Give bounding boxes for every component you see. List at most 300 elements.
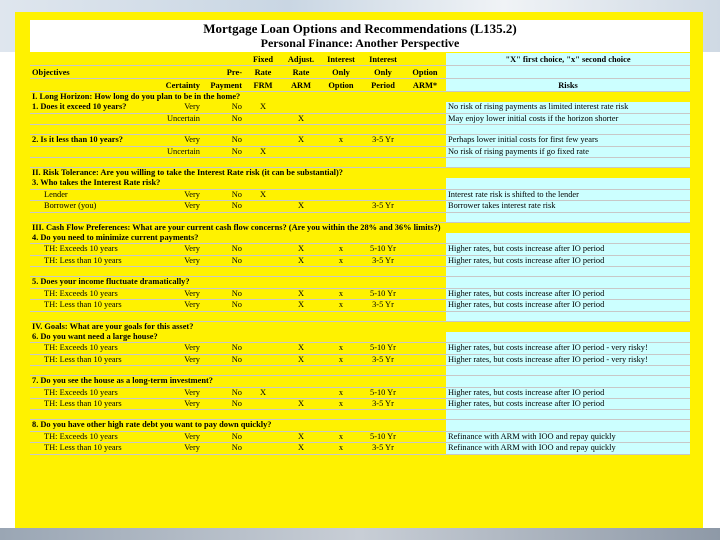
empty-cell: [202, 311, 244, 321]
certainty-cell: Very: [150, 201, 202, 212]
question-row: [30, 332, 690, 343]
pre-payment-cell: No: [202, 146, 244, 157]
empty-cell: [446, 212, 690, 222]
risk-cell: [446, 277, 690, 288]
pre-payment-cell: No: [202, 189, 244, 200]
pre-payment-cell: No: [202, 135, 244, 146]
fixed-rate-cell: [244, 300, 282, 311]
risk-cell: Refinance with ARM with IOO and repay quickly: [446, 431, 690, 442]
objective-cell: 1. Does it exceed 10 years?: [30, 102, 150, 113]
adjustable-rate-cell: X: [282, 255, 320, 266]
header-cell: [30, 53, 150, 66]
empty-cell: [30, 158, 150, 168]
spacer-row: [30, 125, 690, 135]
empty-cell: [320, 410, 362, 420]
empty-cell: [30, 410, 150, 420]
interest-only-period-cell: 5-10 Yr: [362, 244, 404, 255]
table-row: [30, 288, 690, 299]
header-cell: Pre-: [202, 66, 244, 79]
empty-cell: [202, 366, 244, 376]
risk-cell: Higher rates, but costs increase after IO period: [446, 288, 690, 299]
empty-cell: [404, 125, 446, 135]
empty-cell: [202, 125, 244, 135]
objective-cell: Lender: [30, 189, 150, 200]
fixed-rate-cell: [244, 398, 282, 409]
interest-only-period-cell: 3-5 Yr: [362, 135, 404, 146]
header-cell: Payment: [202, 79, 244, 92]
interest-only-option-cell: x: [320, 343, 362, 354]
header-cell: [30, 79, 150, 92]
certainty-cell: Very: [150, 255, 202, 266]
fixed-rate-cell: [244, 233, 282, 244]
fixed-rate-cell: [244, 201, 282, 212]
interest-only-option-cell: x: [320, 255, 362, 266]
empty-cell: [282, 212, 320, 222]
risk-cell: Interest rate risk is shifted to the lender: [446, 189, 690, 200]
interest-only-period-cell: 5-10 Yr: [362, 288, 404, 299]
interest-only-period-cell: [362, 277, 404, 288]
certainty-cell: Very: [150, 398, 202, 409]
risk-cell: [446, 178, 690, 189]
fixed-rate-cell: [244, 443, 282, 454]
pre-payment-cell: No: [202, 102, 244, 113]
empty-cell: [404, 311, 446, 321]
empty-cell: [282, 125, 320, 135]
certainty-cell: Very: [150, 431, 202, 442]
question-row: [30, 420, 690, 431]
option-arm-cell: [404, 102, 446, 113]
table-row: [30, 343, 690, 354]
certainty-cell: Very: [150, 244, 202, 255]
spacer-row: [30, 410, 690, 420]
header-cell: [446, 66, 690, 79]
adjustable-rate-cell: [282, 387, 320, 398]
objective-cell: TH: Exceeds 10 years: [30, 343, 150, 354]
objective-cell: [30, 146, 150, 157]
option-arm-cell: [404, 178, 446, 189]
interest-only-option-cell: [320, 277, 362, 288]
adjustable-rate-cell: X: [282, 354, 320, 365]
option-arm-cell: [404, 387, 446, 398]
interest-only-option-cell: x: [320, 398, 362, 409]
interest-only-option-cell: [320, 420, 362, 431]
slide-background-bottom: [0, 528, 720, 540]
risk-cell: Higher rates, but costs increase after IO period: [446, 300, 690, 311]
fixed-rate-cell: [244, 288, 282, 299]
question-row: [30, 376, 690, 387]
empty-cell: [404, 158, 446, 168]
adjustable-rate-cell: X: [282, 135, 320, 146]
empty-cell: [244, 212, 282, 222]
objective-cell: 3. Who takes the Interest Rate risk?: [32, 178, 161, 188]
interest-only-period-cell: 5-10 Yr: [362, 343, 404, 354]
header-cell: [404, 53, 446, 66]
empty-cell: [404, 267, 446, 277]
risk-cell: Higher rates, but costs increase after IO period: [446, 387, 690, 398]
adjustable-rate-cell: X: [282, 398, 320, 409]
header-row-2: [30, 66, 690, 79]
empty-cell: [150, 410, 202, 420]
header-cell: ARM*: [404, 79, 446, 92]
objective-cell: Borrower (you): [30, 201, 150, 212]
objective-cell: 4. Do you need to minimize current payments?: [32, 233, 199, 243]
empty-cell: [446, 366, 690, 376]
fixed-rate-cell: [244, 135, 282, 146]
risk-cell: No risk of rising payments if go fixed rate: [446, 146, 690, 157]
certainty-cell: Very: [150, 102, 202, 113]
adjustable-rate-cell: [282, 102, 320, 113]
header-cell: [202, 53, 244, 66]
section-heading: II. Risk Tolerance: Are you willing to take the Interest Rate risk (it can be substantial)?: [30, 168, 690, 179]
header-cell: Interest: [362, 53, 404, 66]
empty-cell: [150, 125, 202, 135]
risk-cell: Higher rates, but costs increase after IO period: [446, 255, 690, 266]
fixed-rate-cell: X: [244, 146, 282, 157]
empty-cell: [282, 410, 320, 420]
header-cell: Option: [320, 79, 362, 92]
pre-payment-cell: No: [202, 113, 244, 124]
option-arm-cell: [404, 244, 446, 255]
empty-cell: [202, 158, 244, 168]
header-cell: Rate: [282, 66, 320, 79]
table-row: [30, 244, 690, 255]
option-arm-cell: [404, 233, 446, 244]
fixed-rate-cell: [244, 178, 282, 189]
spacer-row: [30, 311, 690, 321]
empty-cell: [320, 125, 362, 135]
adjustable-rate-cell: [282, 178, 320, 189]
risk-cell: Higher rates, but costs increase after IO period: [446, 244, 690, 255]
section-heading: III. Cash Flow Preferences: What are your current cash flow concerns? (Are you within the 28% and 36% limits?): [30, 222, 690, 233]
pre-payment-cell: No: [202, 201, 244, 212]
table-row: [30, 387, 690, 398]
certainty-cell: Uncertain: [150, 113, 202, 124]
spacer-row: [30, 267, 690, 277]
empty-cell: [320, 158, 362, 168]
table-row: [30, 354, 690, 365]
header-cell: FRM: [244, 79, 282, 92]
risk-cell: [446, 376, 690, 387]
interest-only-period-cell: 5-10 Yr: [362, 431, 404, 442]
adjustable-rate-cell: X: [282, 244, 320, 255]
pre-payment-cell: No: [202, 398, 244, 409]
adjustable-rate-cell: [282, 332, 320, 343]
risk-cell: Higher rates, but costs increase after IO period - very risky!: [446, 343, 690, 354]
empty-cell: [446, 125, 690, 135]
empty-cell: [150, 311, 202, 321]
adjustable-rate-cell: [282, 277, 320, 288]
interest-only-option-cell: [320, 233, 362, 244]
pre-payment-cell: No: [202, 300, 244, 311]
pre-payment-cell: [202, 332, 244, 343]
risk-cell: Perhaps lower initial costs for first few years: [446, 135, 690, 146]
empty-cell: [320, 267, 362, 277]
pre-payment-cell: No: [202, 431, 244, 442]
fixed-rate-cell: [244, 277, 282, 288]
certainty-cell: Uncertain: [150, 146, 202, 157]
certainty-cell: Very: [150, 443, 202, 454]
option-arm-cell: [404, 398, 446, 409]
section-row: [30, 222, 690, 233]
interest-only-period-cell: 3-5 Yr: [362, 255, 404, 266]
table-row: [30, 189, 690, 200]
interest-only-option-cell: [320, 189, 362, 200]
pre-payment-cell: [202, 233, 244, 244]
pre-payment-cell: No: [202, 244, 244, 255]
interest-only-option-cell: x: [320, 354, 362, 365]
objective-cell: TH: Exceeds 10 years: [30, 431, 150, 442]
interest-only-period-cell: [362, 233, 404, 244]
empty-cell: [282, 267, 320, 277]
header-cell: Rate: [244, 66, 282, 79]
empty-cell: [244, 125, 282, 135]
interest-only-period-cell: 3-5 Yr: [362, 398, 404, 409]
header-cell: Option: [404, 66, 446, 79]
fixed-rate-cell: [244, 431, 282, 442]
option-arm-cell: [404, 420, 446, 431]
fixed-rate-cell: X: [244, 189, 282, 200]
empty-cell: [362, 158, 404, 168]
interest-only-period-cell: [362, 178, 404, 189]
interest-only-option-cell: [320, 146, 362, 157]
option-arm-cell: [404, 443, 446, 454]
interest-only-period-cell: [362, 332, 404, 343]
title-box: [30, 20, 690, 52]
adjustable-rate-cell: [282, 376, 320, 387]
interest-only-option-cell: x: [320, 288, 362, 299]
header-cell: Objectives: [30, 66, 150, 79]
page-subtitle: Personal Finance: Another Perspective: [260, 36, 460, 50]
adjustable-rate-cell: [282, 146, 320, 157]
adjustable-rate-cell: X: [282, 443, 320, 454]
option-arm-cell: [404, 376, 446, 387]
table-row: [30, 398, 690, 409]
question-row: [30, 277, 690, 288]
empty-cell: [30, 311, 150, 321]
empty-cell: [150, 212, 202, 222]
interest-only-option-cell: [320, 178, 362, 189]
interest-only-option-cell: [320, 201, 362, 212]
interest-only-period-cell: [362, 102, 404, 113]
empty-cell: [150, 158, 202, 168]
spreadsheet: [30, 20, 690, 525]
interest-only-period-cell: 3-5 Yr: [362, 354, 404, 365]
empty-cell: [446, 267, 690, 277]
empty-cell: [244, 366, 282, 376]
pre-payment-cell: No: [202, 288, 244, 299]
interest-only-period-cell: 3-5 Yr: [362, 443, 404, 454]
choice-legend: "X" first choice, "x" second choice: [446, 53, 690, 66]
empty-cell: [446, 410, 690, 420]
interest-only-option-cell: [320, 113, 362, 124]
interest-only-period-cell: [362, 420, 404, 431]
section-heading: I. Long Horizon: How long do you plan to be in the home?: [30, 92, 690, 103]
risk-cell: Borrower takes interest rate risk: [446, 201, 690, 212]
pre-payment-cell: No: [202, 387, 244, 398]
section-heading: IV. Goals: What are your goals for this asset?: [30, 321, 690, 332]
table-row: [30, 113, 690, 124]
risk-cell: [446, 233, 690, 244]
question-row: [30, 178, 690, 189]
section-row: [30, 92, 690, 103]
adjustable-rate-cell: X: [282, 300, 320, 311]
adjustable-rate-cell: [282, 189, 320, 200]
empty-cell: [404, 366, 446, 376]
certainty-cell: [150, 332, 202, 343]
objective-cell: 6. Do you want need a large house?: [32, 331, 158, 341]
risk-cell: May enjoy lower initial costs if the horizon shorter: [446, 113, 690, 124]
empty-cell: [362, 311, 404, 321]
fixed-rate-cell: [244, 255, 282, 266]
empty-cell: [244, 267, 282, 277]
empty-cell: [320, 212, 362, 222]
objective-cell: 5. Does your income fluctuate dramatically?: [32, 277, 190, 287]
objective-cell: TH: Less than 10 years: [30, 354, 150, 365]
empty-cell: [362, 212, 404, 222]
pre-payment-cell: No: [202, 343, 244, 354]
pre-payment-cell: [202, 277, 244, 288]
empty-cell: [244, 311, 282, 321]
empty-cell: [244, 158, 282, 168]
header-cell: Only: [320, 66, 362, 79]
question-row: [30, 135, 690, 146]
table-row: [30, 146, 690, 157]
empty-cell: [244, 410, 282, 420]
empty-cell: [446, 158, 690, 168]
objective-cell: TH: Exceeds 10 years: [30, 244, 150, 255]
option-arm-cell: [404, 288, 446, 299]
table-row: [30, 300, 690, 311]
risk-cell: Refinance with ARM with IOO and repay quickly: [446, 443, 690, 454]
option-arm-cell: [404, 189, 446, 200]
pre-payment-cell: No: [202, 255, 244, 266]
certainty-cell: Very: [150, 300, 202, 311]
empty-cell: [362, 125, 404, 135]
risk-cell: Higher rates, but costs increase after IO period: [446, 398, 690, 409]
fixed-rate-cell: [244, 343, 282, 354]
objective-cell: TH: Less than 10 years: [30, 300, 150, 311]
certainty-cell: Very: [150, 189, 202, 200]
risk-cell: No risk of rising payments as limited interest rate risk: [446, 102, 690, 113]
risk-cell: [446, 420, 690, 431]
certainty-cell: Very: [150, 288, 202, 299]
option-arm-cell: [404, 277, 446, 288]
header-cell: ARM: [282, 79, 320, 92]
empty-cell: [362, 366, 404, 376]
table-body: [30, 53, 690, 454]
empty-cell: [446, 311, 690, 321]
adjustable-rate-cell: X: [282, 113, 320, 124]
empty-cell: [320, 311, 362, 321]
risk-cell: [446, 332, 690, 343]
interest-only-period-cell: [362, 113, 404, 124]
objective-cell: [30, 113, 150, 124]
risk-cell: Higher rates, but costs increase after IO period - very risky!: [446, 354, 690, 365]
interest-only-option-cell: [320, 102, 362, 113]
empty-cell: [30, 125, 150, 135]
interest-only-period-cell: [362, 376, 404, 387]
adjustable-rate-cell: [282, 233, 320, 244]
page-title: Mortgage Loan Options and Recommendations (L135.2): [203, 21, 517, 36]
fixed-rate-cell: [244, 354, 282, 365]
objective-cell: TH: Less than 10 years: [30, 255, 150, 266]
interest-only-option-cell: x: [320, 431, 362, 442]
certainty-cell: Very: [150, 387, 202, 398]
option-arm-cell: [404, 146, 446, 157]
interest-only-period-cell: 3-5 Yr: [362, 201, 404, 212]
option-arm-cell: [404, 135, 446, 146]
certainty-cell: Very: [150, 343, 202, 354]
adjustable-rate-cell: X: [282, 431, 320, 442]
header-cell: Interest: [320, 53, 362, 66]
empty-cell: [150, 267, 202, 277]
interest-only-option-cell: x: [320, 300, 362, 311]
objective-cell: 2. Is it less than 10 years?: [30, 135, 150, 146]
empty-cell: [320, 366, 362, 376]
section-row: [30, 321, 690, 332]
interest-only-option-cell: x: [320, 135, 362, 146]
option-arm-cell: [404, 431, 446, 442]
header-cell: Certainty: [150, 79, 202, 92]
objective-cell: 7. Do you see the house as a long-term investment?: [32, 376, 213, 386]
empty-cell: [362, 267, 404, 277]
empty-cell: [30, 212, 150, 222]
table-row: [30, 255, 690, 266]
table-row: [30, 201, 690, 212]
adjustable-rate-cell: X: [282, 288, 320, 299]
option-arm-cell: [404, 354, 446, 365]
empty-cell: [30, 366, 150, 376]
table-row: [30, 431, 690, 442]
certainty-cell: Very: [150, 354, 202, 365]
empty-cell: [362, 410, 404, 420]
objective-cell: TH: Less than 10 years: [30, 443, 150, 454]
empty-cell: [30, 267, 150, 277]
header-row-1: [30, 53, 690, 66]
table-row: [30, 443, 690, 454]
objective-cell: TH: Exceeds 10 years: [30, 288, 150, 299]
empty-cell: [404, 212, 446, 222]
question-row: [30, 233, 690, 244]
empty-cell: [202, 212, 244, 222]
empty-cell: [282, 366, 320, 376]
pre-payment-cell: No: [202, 354, 244, 365]
interest-only-option-cell: [320, 376, 362, 387]
empty-cell: [404, 410, 446, 420]
empty-cell: [282, 311, 320, 321]
interest-only-period-cell: [362, 189, 404, 200]
interest-only-period-cell: [362, 146, 404, 157]
objective-cell: TH: Exceeds 10 years: [30, 387, 150, 398]
interest-only-option-cell: x: [320, 244, 362, 255]
header-cell: Risks: [446, 79, 690, 92]
fixed-rate-cell: [244, 332, 282, 343]
empty-cell: [150, 366, 202, 376]
fixed-rate-cell: [244, 244, 282, 255]
option-arm-cell: [404, 201, 446, 212]
interest-only-option-cell: x: [320, 443, 362, 454]
fixed-rate-cell: [244, 113, 282, 124]
empty-cell: [202, 267, 244, 277]
adjustable-rate-cell: [282, 420, 320, 431]
section-row: [30, 168, 690, 179]
header-cell: [150, 66, 202, 79]
spacer-row: [30, 212, 690, 222]
adjustable-rate-cell: X: [282, 201, 320, 212]
interest-only-period-cell: 3-5 Yr: [362, 300, 404, 311]
fixed-rate-cell: [244, 376, 282, 387]
header-row-3: [30, 79, 690, 92]
